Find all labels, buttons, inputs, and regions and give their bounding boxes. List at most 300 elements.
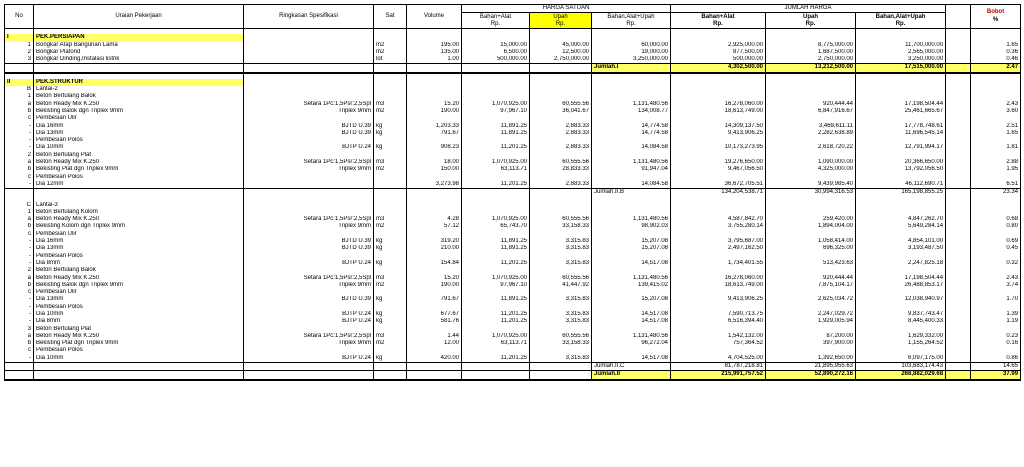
cell-hs-upah [530, 371, 592, 380]
table-row [5, 130, 1021, 137]
cell-uraian: Dia 10mm [34, 144, 244, 151]
cell-volume: 791.67 [407, 130, 462, 137]
table-body [5, 29, 1021, 380]
cell-hs-bau: 19,000.00 [592, 49, 671, 56]
cell-bobot [971, 304, 1021, 311]
cell-sat [374, 347, 407, 354]
cell-sat [374, 79, 407, 86]
cell-jh-upah: 2,247,029.72 [766, 311, 856, 318]
cell-jh-bahan-alat: 36,672,705.51 [671, 181, 766, 189]
cell-jh-bau [856, 253, 946, 260]
table-row [5, 340, 1021, 347]
cell-hs-bahan-alat [462, 189, 530, 197]
cell-hs-bau: 14,774.58 [592, 130, 671, 137]
cell-hs-bahan-alat [462, 304, 530, 311]
cell-hs-upah: 2,883.33 [530, 144, 592, 151]
cell-hs-upah [530, 86, 592, 93]
cell-bobot: 0.32 [971, 260, 1021, 267]
cell-jh-bau: 8,445,400.33 [856, 318, 946, 325]
cell-hs-bau: 96,272.04 [592, 340, 671, 347]
cell-bobot: 2.43 [971, 275, 1021, 282]
cell-jh-bahan-alat: 18,613,749.00 [671, 282, 766, 289]
cell-volume: 15.20 [407, 275, 462, 282]
cell-sat [374, 371, 407, 380]
cell-hs-bahan-alat [462, 34, 530, 41]
cell-no: - [5, 355, 34, 363]
cell-jh-bahan-alat: 4,704,525.00 [671, 355, 766, 363]
cell-sat [374, 152, 407, 159]
cell-hs-bahan-alat [462, 64, 530, 73]
cell-jh-upah: 920,444.44 [766, 101, 856, 108]
cell-volume: 420.00 [407, 355, 462, 363]
header-jh-bau-unit: Rp. [895, 20, 906, 27]
table-row [5, 223, 1021, 230]
cell-hs-bau [592, 326, 671, 333]
cell-sat [374, 34, 407, 41]
cell-spacer [946, 79, 971, 86]
cell-volume: 677.67 [407, 311, 462, 318]
cell-spek: BJTD U.39 [244, 123, 374, 130]
cell-no: a [5, 275, 34, 282]
header-hs-bau [592, 13, 671, 29]
cell-jh-bau [856, 93, 946, 100]
cell-sat [374, 64, 407, 73]
cell-hs-bau: 1,131,480.56 [592, 333, 671, 340]
cell-hs-bau: 1,131,480.56 [592, 275, 671, 282]
table-row [5, 355, 1021, 363]
cell-bobot: 0.45 [971, 245, 1021, 252]
cell-spacer [946, 181, 971, 189]
cell-sat: m2 [374, 42, 407, 49]
cell-jh-bahan-alat: 4,302,500.00 [671, 64, 766, 73]
cell-jh-upah [766, 253, 856, 260]
cell-hs-upah [530, 231, 592, 238]
cell-uraian: PEK.PERSIAPAN [34, 34, 244, 41]
cell-hs-bahan-alat: 11,891.25 [462, 238, 530, 245]
cell-volume [407, 304, 462, 311]
cell-hs-upah [530, 304, 592, 311]
cell-uraian: Pembesian Polos [34, 253, 244, 260]
total-row [5, 64, 1021, 73]
cell-spek [244, 115, 374, 122]
cell-spek: Triplex 9mm [244, 223, 374, 230]
cell-volume [407, 347, 462, 354]
cell-jh-upah: 920,444.44 [766, 275, 856, 282]
cell-sat [374, 93, 407, 100]
cell-bobot: 2.88 [971, 159, 1021, 166]
cell-hs-bau: 14,084.58 [592, 144, 671, 151]
cell-no [5, 371, 34, 380]
cell-hs-bau: 3,250,000.00 [592, 56, 671, 64]
cell-jh-bahan-alat [671, 267, 766, 274]
cell-hs-bahan-alat: 1,070,925.00 [462, 101, 530, 108]
cell-hs-upah: 33,158.33 [530, 223, 592, 230]
cell-volume: 319.20 [407, 238, 462, 245]
cell-bobot [971, 34, 1021, 41]
header-jh-bau [856, 13, 946, 29]
cell-hs-bau: 14,774.58 [592, 123, 671, 130]
cell-jh-bahan-alat: 757,364.52 [671, 340, 766, 347]
cell-bobot [971, 202, 1021, 209]
cell-jh-bahan-alat: 6,516,394.40 [671, 318, 766, 325]
cell-jh-bau: 17,198,504.44 [856, 101, 946, 108]
cell-sat: m2 [374, 108, 407, 115]
cell-spek [244, 231, 374, 238]
cell-hs-bahan-alat [462, 231, 530, 238]
cell-no: 1 [5, 93, 34, 100]
cell-spacer [946, 130, 971, 137]
cell-jh-bahan-alat [671, 34, 766, 41]
cell-jh-upah: 1,687,500.00 [766, 49, 856, 56]
cell-bobot: 37.99 [971, 371, 1021, 380]
cell-spek: BJTP U.24 [244, 311, 374, 318]
cell-spacer [946, 223, 971, 230]
cell-sat: kg [374, 318, 407, 325]
cell-hs-bau [592, 174, 671, 181]
cell-jh-bau: 46,112,690.71 [856, 181, 946, 189]
cell-jh-bahan-alat: 2,497,162.50 [671, 245, 766, 252]
cell-volume: 1.00 [407, 56, 462, 64]
cell-no: 3 [5, 56, 34, 64]
header-hs-bau-unit: Rp. [626, 20, 636, 27]
cell-spacer [946, 275, 971, 282]
cell-jh-upah: 7,875,104.17 [766, 282, 856, 289]
cell-sat [374, 304, 407, 311]
cell-hs-bahan-alat: 500,000.00 [462, 56, 530, 64]
cell-jh-bau [856, 34, 946, 41]
cell-no: a [5, 101, 34, 108]
table-row [5, 56, 1021, 64]
table-row [5, 326, 1021, 333]
total-label: Jumlah.II.B [592, 189, 671, 197]
cell-jh-upah: 513,423.63 [766, 260, 856, 267]
cell-jh-bau: 165,198,855.25 [856, 189, 946, 197]
table-row [5, 144, 1021, 151]
cell-jh-bahan-alat: 4,587,842.70 [671, 216, 766, 223]
cell-hs-upah: 3,315.83 [530, 318, 592, 325]
cell-bobot: 1.95 [971, 166, 1021, 173]
cell-volume: 190.00 [407, 108, 462, 115]
cell-spacer [946, 282, 971, 289]
header-bobot-unit: % [992, 16, 999, 23]
table-row [5, 166, 1021, 173]
cell-no: a [5, 159, 34, 166]
table-row [5, 267, 1021, 274]
cell-volume: 4.28 [407, 216, 462, 223]
cell-volume [407, 363, 462, 371]
total-label: Jumlah.II.C [592, 363, 671, 371]
table-row [5, 49, 1021, 56]
cell-jh-bahan-alat: 500,000.00 [671, 56, 766, 64]
cell-no [5, 189, 34, 197]
cell-jh-bau [856, 86, 946, 93]
cell-uraian: Dia 10mm [34, 355, 244, 363]
cell-uraian: PEK.STRUKTUR [34, 79, 244, 86]
cell-uraian: Beton Bertulang Balok [34, 267, 244, 274]
cell-bobot [971, 231, 1021, 238]
cell-spek [244, 49, 374, 56]
cell-bobot: 0.23 [971, 333, 1021, 340]
cell-spacer [946, 253, 971, 260]
table-row [5, 181, 1021, 189]
cell-jh-bahan-alat: 1,542,132.00 [671, 333, 766, 340]
header-harga-satuan: HARGA SATUAN [462, 5, 671, 13]
cell-jh-upah [766, 289, 856, 296]
subtotal-row [5, 363, 1021, 371]
cell-uraian: Beton Ready Mix K.250 [34, 275, 244, 282]
cell-spacer [946, 123, 971, 130]
cell-jh-upah: 2,625,034.72 [766, 296, 856, 303]
cell-no: C [5, 202, 34, 209]
cell-hs-bahan-alat: 1,070,925.00 [462, 216, 530, 223]
cell-jh-bahan-alat [671, 253, 766, 260]
cell-uraian: Pembesian Polos [34, 137, 244, 144]
cell-bobot [971, 289, 1021, 296]
cell-volume: 154.84 [407, 260, 462, 267]
cell-jh-upah: 52,890,272.16 [766, 371, 856, 380]
cell-spek [244, 181, 374, 189]
cell-spek [244, 253, 374, 260]
cell-jh-bau: 5,649,284.14 [856, 223, 946, 230]
cell-hs-bau [592, 137, 671, 144]
cell-jh-bau: 9,837,743.47 [856, 311, 946, 318]
cell-jh-upah [766, 152, 856, 159]
cell-jh-upah: 259,420.00 [766, 216, 856, 223]
cell-spacer [946, 363, 971, 371]
cell-bobot [971, 174, 1021, 181]
cell-jh-bau: 12,038,940.97 [856, 296, 946, 303]
cell-no: c [5, 115, 34, 122]
cell-jh-bau: 2,565,000.00 [856, 49, 946, 56]
cell-spacer [946, 108, 971, 115]
cell-spek: Triplex 9mm [244, 108, 374, 115]
cell-sat: kg [374, 130, 407, 137]
cell-bobot: 6.51 [971, 181, 1021, 189]
cell-jh-upah: 397,900.00 [766, 340, 856, 347]
cell-jh-bahan-alat: 2,925,000.00 [671, 42, 766, 49]
cell-bobot [971, 86, 1021, 93]
cell-no: - [5, 144, 34, 151]
cell-uraian: Pembesian Polos [34, 304, 244, 311]
cell-hs-bahan-alat: 11,891.25 [462, 130, 530, 137]
cell-hs-bau: 14,517.08 [592, 260, 671, 267]
cell-bobot: 14.65 [971, 363, 1021, 371]
cell-uraian: Pembesian Polos [34, 347, 244, 354]
cell-sat: m2 [374, 282, 407, 289]
cell-jh-bau: 268,882,029.68 [856, 371, 946, 380]
cell-jh-bahan-alat: 14,309,137.50 [671, 123, 766, 130]
cell-jh-bahan-alat [671, 174, 766, 181]
cell-hs-bau [592, 152, 671, 159]
cell-spacer [946, 174, 971, 181]
cell-spacer [946, 86, 971, 93]
header-hs-bau-label: Bahan,Alat+Upah [607, 13, 655, 20]
cell-spek: Setara 1Pc:1,5Psr:2,5Spl [244, 216, 374, 223]
cell-spacer [946, 231, 971, 238]
cell-hs-bahan-alat: 11,201.25 [462, 181, 530, 189]
cell-hs-upah [530, 347, 592, 354]
cell-jh-bahan-alat [671, 202, 766, 209]
cell-sat: lot [374, 56, 407, 64]
cell-hs-upah [530, 174, 592, 181]
cell-jh-bau: 103,683,174.43 [856, 363, 946, 371]
cell-spek: Setara 1Pc:1,5Psr:2,5Spl [244, 159, 374, 166]
cell-no: - [5, 245, 34, 252]
cell-hs-bau [592, 304, 671, 311]
cell-no: a [5, 216, 34, 223]
table-row [5, 115, 1021, 122]
cell-jh-upah: 6,847,916.67 [766, 108, 856, 115]
cell-sat: kg [374, 123, 407, 130]
cell-no: - [5, 130, 34, 137]
cell-spacer [946, 326, 971, 333]
cell-jh-bau [856, 304, 946, 311]
cell-spek: BJTP U.24 [244, 144, 374, 151]
cell-sat [374, 181, 407, 189]
table-row [5, 108, 1021, 115]
cell-volume: 135.00 [407, 49, 462, 56]
cell-spek [244, 202, 374, 209]
cell-hs-bahan-alat: 65,743.70 [462, 223, 530, 230]
cell-spacer [946, 216, 971, 223]
cell-hs-bau [592, 253, 671, 260]
cell-jh-bau [856, 326, 946, 333]
cell-jh-bau: 13,792,056.50 [856, 166, 946, 173]
cell-spek: BJTD U.39 [244, 296, 374, 303]
cell-volume [407, 253, 462, 260]
cell-hs-bahan-alat: 11,201.25 [462, 318, 530, 325]
cell-no: - [5, 181, 34, 189]
cell-hs-bahan-alat [462, 79, 530, 86]
cell-jh-bahan-alat [671, 347, 766, 354]
table-row [5, 42, 1021, 49]
cell-jh-bau: 11,696,545.14 [856, 130, 946, 137]
cell-hs-bau [592, 231, 671, 238]
cell-hs-bahan-alat: 97,967.10 [462, 282, 530, 289]
cell-bobot: 2.51 [971, 123, 1021, 130]
cell-jh-bahan-alat: 877,500.00 [671, 49, 766, 56]
cell-jh-bau [856, 347, 946, 354]
cell-spek: Triplex 9mm [244, 282, 374, 289]
header-hs-bahan-alat-label: Bahan+Alat [479, 13, 512, 20]
cell-uraian: Dia 13mm [34, 296, 244, 303]
cell-hs-bahan-alat [462, 137, 530, 144]
cell-no [5, 64, 34, 73]
cell-hs-bahan-alat: 11,891.25 [462, 245, 530, 252]
cell-sat [374, 267, 407, 274]
cell-spacer [946, 42, 971, 49]
cell-jh-bahan-alat: 9,467,056.50 [671, 166, 766, 173]
cell-spek: Triplex 9mm [244, 340, 374, 347]
cell-sat: kg [374, 144, 407, 151]
cell-spacer [946, 260, 971, 267]
cell-sat: m2 [374, 340, 407, 347]
total-label: Jumlah.II [592, 371, 671, 380]
cell-hs-bahan-alat: 11,201.25 [462, 355, 530, 363]
cell-volume: 908.23 [407, 144, 462, 151]
cell-hs-bahan-alat [462, 326, 530, 333]
cell-hs-upah: 60,555.56 [530, 159, 592, 166]
cell-bobot [971, 253, 1021, 260]
cell-spacer [946, 159, 971, 166]
cell-jh-upah [766, 174, 856, 181]
cell-uraian: Beton Bertulang Plat [34, 152, 244, 159]
table-row [5, 253, 1021, 260]
cell-spacer [946, 202, 971, 209]
cell-volume [407, 371, 462, 380]
cell-no: b [5, 166, 34, 173]
cell-volume: 581.76 [407, 318, 462, 325]
cell-hs-bahan-alat [462, 289, 530, 296]
cell-hs-upah: 60,555.56 [530, 216, 592, 223]
cell-hs-bahan-alat [462, 152, 530, 159]
cell-no [5, 363, 34, 371]
cell-bobot: 23.34 [971, 189, 1021, 197]
cell-bobot [971, 79, 1021, 86]
table-row [5, 159, 1021, 166]
cell-hs-bau: 15,207.08 [592, 296, 671, 303]
cell-hs-upah: 3,315.83 [530, 296, 592, 303]
cell-hs-bahan-alat [462, 115, 530, 122]
cell-no: a [5, 333, 34, 340]
cell-jh-upah [766, 347, 856, 354]
cell-jh-bahan-alat [671, 152, 766, 159]
cell-jh-upah: 3,469,611.11 [766, 123, 856, 130]
cell-spacer [946, 34, 971, 41]
cell-volume [407, 231, 462, 238]
cell-spek [244, 289, 374, 296]
cell-hs-upah [530, 363, 592, 371]
cell-hs-bahan-alat: 97,967.10 [462, 108, 530, 115]
cell-uraian: Dia 13mm [34, 245, 244, 252]
cell-hs-upah [530, 202, 592, 209]
cell-uraian: Beton Bertulang Balok [34, 93, 244, 100]
cell-spek [244, 371, 374, 380]
cell-jh-bahan-alat [671, 326, 766, 333]
cell-jh-bahan-alat [671, 289, 766, 296]
cell-uraian: Beton Bertulang Kolom [34, 209, 244, 216]
cell-sat [374, 86, 407, 93]
cell-sat: m3 [374, 216, 407, 223]
cell-hs-bau: 1,131,480.56 [592, 159, 671, 166]
cell-hs-bahan-alat: 63,113.71 [462, 166, 530, 173]
cell-spek [244, 209, 374, 216]
cell-jh-bau: 2,247,825.18 [856, 260, 946, 267]
cell-jh-bahan-alat [671, 86, 766, 93]
header-jh-bau-label: Bahan,Alat+Upah [875, 13, 926, 20]
cell-jh-bahan-alat: 134,204,538.71 [671, 189, 766, 197]
cell-jh-upah [766, 304, 856, 311]
cell-jh-bau [856, 289, 946, 296]
cell-bobot: 1.81 [971, 144, 1021, 151]
cell-uraian: Dia 12mm [34, 181, 244, 189]
header-hs-upah [530, 13, 592, 29]
cell-volume [407, 86, 462, 93]
cell-hs-upah: 60,555.56 [530, 333, 592, 340]
cell-hs-bahan-alat: 6,500.00 [462, 49, 530, 56]
cell-spacer [946, 49, 971, 56]
cell-jh-bahan-alat: 9,413,906.25 [671, 130, 766, 137]
header-hs-bahan-alat [462, 13, 530, 29]
cell-jh-bahan-alat [671, 115, 766, 122]
cell-volume: 57.12 [407, 223, 462, 230]
cell-jh-bau: 26,488,853.17 [856, 282, 946, 289]
cell-hs-upah [530, 137, 592, 144]
cell-jh-bahan-alat: 1,734,401.55 [671, 260, 766, 267]
cell-hs-upah [530, 209, 592, 216]
cell-hs-bau [592, 115, 671, 122]
cell-hs-bau [592, 202, 671, 209]
